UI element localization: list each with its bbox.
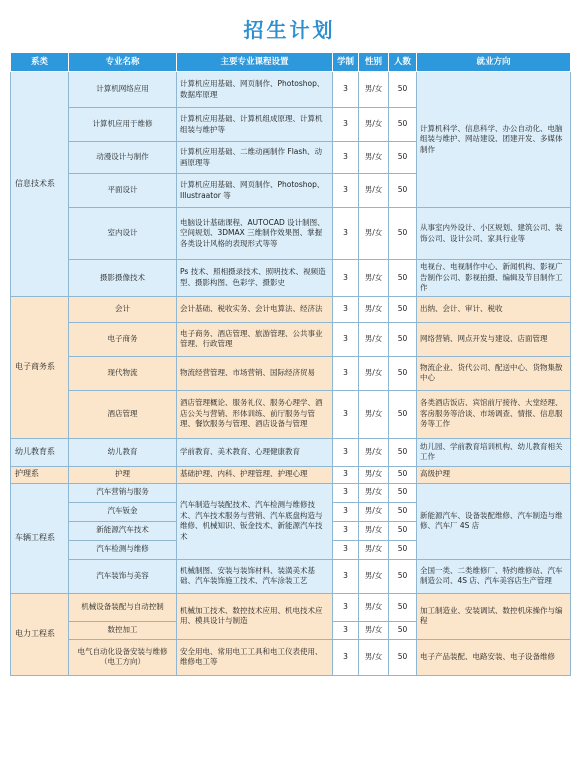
major-cell: 数控加工 [69, 621, 177, 639]
count-cell: 50 [389, 483, 417, 502]
gender-cell: 男/女 [359, 208, 389, 260]
count-cell: 50 [389, 621, 417, 639]
header-years: 学制 [333, 53, 359, 72]
years-cell: 3 [333, 390, 359, 438]
department-cell: 信息技术系 [11, 72, 69, 297]
years-cell: 3 [333, 322, 359, 356]
years-cell: 3 [333, 208, 359, 260]
gender-cell: 男/女 [359, 502, 389, 521]
years-cell: 3 [333, 142, 359, 174]
years-cell: 3 [333, 174, 359, 208]
gender-cell: 男/女 [359, 559, 389, 593]
courses-cell: 电脑设计基础课程、AUTOCAD 设计制图、空间规划、3DMAX 三维制作效果图、掌握各类设计风格的表现形式等等 [177, 208, 333, 260]
courses-cell: 机械制图、安装与装饰材料、装潢美术基础、汽车装饰施工技术、汽车涂装工艺 [177, 559, 333, 593]
courses-cell: 基础护理、内科、护理管理、护理心理 [177, 466, 333, 483]
department-cell: 电力工程系 [11, 593, 69, 675]
years-cell: 3 [333, 639, 359, 675]
major-cell: 计算机应用于维修 [69, 108, 177, 142]
count-cell: 50 [389, 639, 417, 675]
courses-cell: Ps 技术、照相摄录技术、照明技术、视频造型、摄影构图、色彩学、摄影史 [177, 260, 333, 297]
major-cell: 现代物流 [69, 356, 177, 390]
years-cell: 3 [333, 521, 359, 540]
gender-cell: 男/女 [359, 390, 389, 438]
count-cell: 50 [389, 174, 417, 208]
years-cell: 3 [333, 72, 359, 108]
major-cell: 室内设计 [69, 208, 177, 260]
courses-cell: 计算机应用基础、计算机组成原理、计算机组装与维护等 [177, 108, 333, 142]
major-cell: 摄影摄像技术 [69, 260, 177, 297]
courses-cell: 计算机应用基础、网页制作、Photoshop、数据库原理 [177, 72, 333, 108]
gender-cell: 男/女 [359, 260, 389, 297]
jobs-cell: 物流企业、货代公司、配送中心、货物集散中心 [417, 356, 571, 390]
table-row [11, 639, 571, 675]
major-cell: 酒店管理 [69, 390, 177, 438]
table-row [11, 72, 571, 108]
major-cell: 机械设备装配与自动控制 [69, 593, 177, 621]
major-cell: 汽车营销与服务 [69, 483, 177, 502]
header-department: 系类 [11, 53, 69, 72]
gender-cell: 男/女 [359, 142, 389, 174]
gender-cell: 男/女 [359, 72, 389, 108]
major-cell: 汽车装饰与美容 [69, 559, 177, 593]
department-cell: 幼儿教育系 [11, 438, 69, 466]
header-count: 人数 [389, 53, 417, 72]
jobs-cell: 网络营销、网点开发与建设、店面管理 [417, 322, 571, 356]
table-row [11, 296, 571, 322]
major-cell: 新能源汽车技术 [69, 521, 177, 540]
years-cell: 3 [333, 593, 359, 621]
courses-cell: 汽车制造与装配技术、汽车检测与维修技术、汽车技术服务与营销、汽车底盘构造与维修、机械知识、钣金技术、新能源汽车技术 [177, 483, 333, 559]
jobs-cell: 各类酒店饭店、宾馆前厅接待、大堂经理、客房服务等洽谈、市场调查、情报、信息服务等工作 [417, 390, 571, 438]
courses-cell: 计算机应用基础、网页制作、Photoshop、Illustraator 等 [177, 174, 333, 208]
major-cell: 汽车钣金 [69, 502, 177, 521]
major-cell: 幼儿教育 [69, 438, 177, 466]
count-cell: 50 [389, 296, 417, 322]
table-row [11, 438, 571, 466]
header-courses: 主要专业课程设置 [177, 53, 333, 72]
courses-cell: 酒店管理概论、服务礼仪、服务心理学、酒店公关与营销、形体训练、前厅服务与管理、餐饮服务与管理、酒店设备与管理 [177, 390, 333, 438]
courses-cell: 学前教育、美术教育、心理健康教育 [177, 438, 333, 466]
jobs-cell: 新能源汽车、设备装配维修、汽车制造与维修、汽车厂 4S 店 [417, 483, 571, 559]
years-cell: 3 [333, 559, 359, 593]
gender-cell: 男/女 [359, 174, 389, 208]
count-cell: 50 [389, 322, 417, 356]
major-cell: 平面设计 [69, 174, 177, 208]
count-cell: 50 [389, 593, 417, 621]
count-cell: 50 [389, 356, 417, 390]
major-cell: 汽车检测与维修 [69, 540, 177, 559]
years-cell: 3 [333, 621, 359, 639]
count-cell: 50 [389, 390, 417, 438]
table-header-row [11, 53, 571, 72]
years-cell: 3 [333, 356, 359, 390]
major-cell: 护理 [69, 466, 177, 483]
gender-cell: 男/女 [359, 356, 389, 390]
jobs-cell: 加工制造业、安装调试、数控机床操作与编程 [417, 593, 571, 639]
gender-cell: 男/女 [359, 438, 389, 466]
jobs-cell: 出纳、会计、审计、税收 [417, 296, 571, 322]
header-jobs: 就业方向 [417, 53, 571, 72]
major-cell: 电气自动化设备安装与维修（电工方向） [69, 639, 177, 675]
jobs-cell: 计算机科学、信息科学、办公自动化、电脑组装与维护、网站建设、团建开发、多媒体制作 [417, 72, 571, 208]
courses-cell: 电子商务、酒店管理、旅游管理、公共事业管理、行政管理 [177, 322, 333, 356]
years-cell: 3 [333, 540, 359, 559]
header-major: 专业名称 [69, 53, 177, 72]
years-cell: 3 [333, 108, 359, 142]
gender-cell: 男/女 [359, 296, 389, 322]
courses-cell: 安全用电、常用电工工具和电工仪表使用、维修电工等 [177, 639, 333, 675]
jobs-cell: 高级护理 [417, 466, 571, 483]
count-cell: 50 [389, 502, 417, 521]
gender-cell: 男/女 [359, 621, 389, 639]
page-title: 招生计划 [243, 18, 336, 42]
years-cell: 3 [333, 466, 359, 483]
table-row [11, 356, 571, 390]
years-cell: 3 [333, 438, 359, 466]
major-cell: 电子商务 [69, 322, 177, 356]
jobs-cell: 电视台、电视制作中心、新闻机构、影视广告制作公司、影视拍摄、编辑及节目制作工作 [417, 260, 571, 297]
table-row [11, 559, 571, 593]
table-row [11, 322, 571, 356]
gender-cell: 男/女 [359, 593, 389, 621]
jobs-cell: 从事室内外设计、小区规划、建筑公司、装饰公司、设计公司、家具行业等 [417, 208, 571, 260]
years-cell: 3 [333, 260, 359, 297]
courses-cell: 机械加工技术、数控技术应用、机电技术应用、模具设计与制造 [177, 593, 333, 639]
jobs-cell: 电子产品装配、电路安装、电子设备维修 [417, 639, 571, 675]
jobs-cell: 幼儿园、学前教育培训机构、幼儿教育相关工作 [417, 438, 571, 466]
gender-cell: 男/女 [359, 483, 389, 502]
courses-cell: 计算机应用基础、二维动画制作 Flash、动画原理等 [177, 142, 333, 174]
major-cell: 动漫设计与制作 [69, 142, 177, 174]
header-gender: 性别 [359, 53, 389, 72]
count-cell: 50 [389, 260, 417, 297]
table-row [11, 260, 571, 297]
table-row [11, 466, 571, 483]
years-cell: 3 [333, 296, 359, 322]
gender-cell: 男/女 [359, 639, 389, 675]
gender-cell: 男/女 [359, 108, 389, 142]
department-cell: 护理系 [11, 466, 69, 483]
enrollment-table [10, 52, 571, 676]
count-cell: 50 [389, 521, 417, 540]
gender-cell: 男/女 [359, 322, 389, 356]
count-cell: 50 [389, 208, 417, 260]
years-cell: 3 [333, 483, 359, 502]
count-cell: 50 [389, 72, 417, 108]
gender-cell: 男/女 [359, 521, 389, 540]
count-cell: 50 [389, 142, 417, 174]
department-cell: 车辆工程系 [11, 483, 69, 593]
major-cell: 计算机网络应用 [69, 72, 177, 108]
major-cell: 会计 [69, 296, 177, 322]
count-cell: 50 [389, 108, 417, 142]
table-row [11, 483, 571, 502]
courses-cell: 物流经营管理、市场营销、国际经济贸易 [177, 356, 333, 390]
count-cell: 50 [389, 540, 417, 559]
gender-cell: 男/女 [359, 466, 389, 483]
years-cell: 3 [333, 502, 359, 521]
gender-cell: 男/女 [359, 540, 389, 559]
courses-cell: 会计基础、税收实务、会计电算法、经济法 [177, 296, 333, 322]
table-row [11, 390, 571, 438]
table-row [11, 593, 571, 621]
jobs-cell: 全国一类、二类维修厂、特约维修站、汽车制造公司、4S 店、汽车美容店生产管理 [417, 559, 571, 593]
department-cell: 电子商务系 [11, 296, 69, 438]
count-cell: 50 [389, 438, 417, 466]
count-cell: 50 [389, 559, 417, 593]
count-cell: 50 [389, 466, 417, 483]
table-row [11, 208, 571, 260]
